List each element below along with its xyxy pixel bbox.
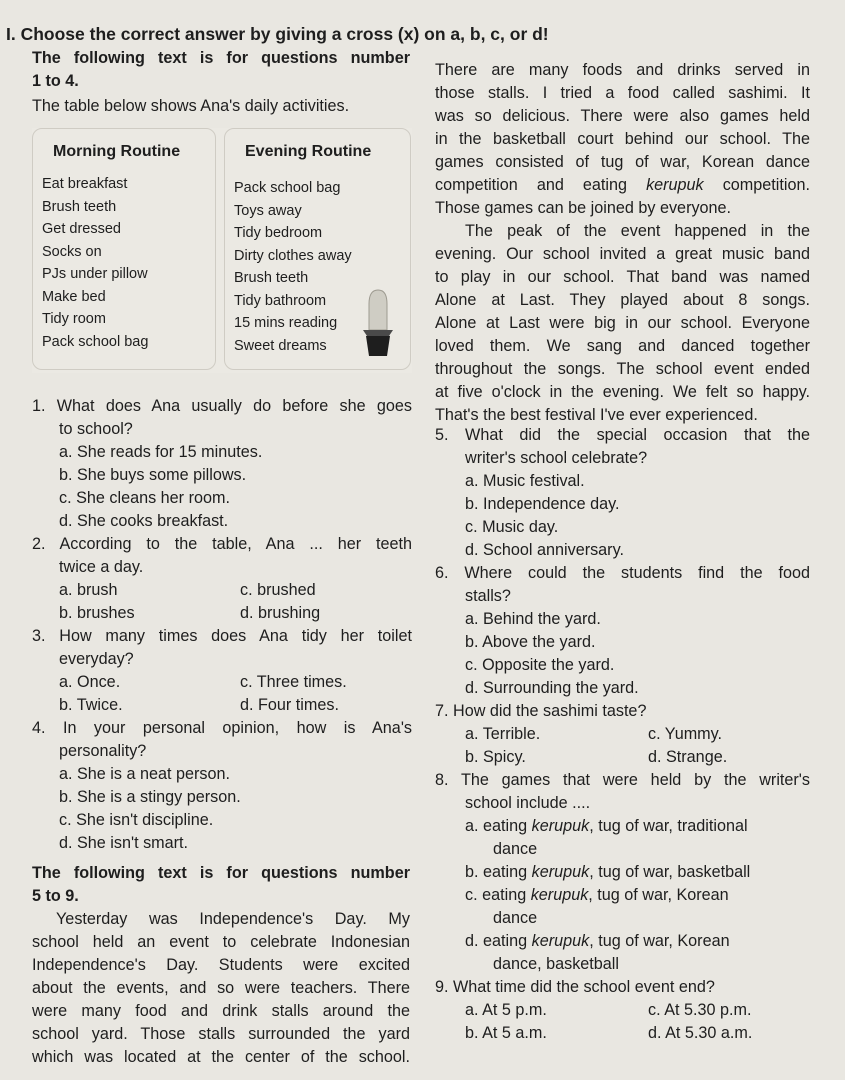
option[interactable]: a. Terrible. bbox=[465, 725, 541, 743]
table-row: Dirty clothes away bbox=[234, 247, 352, 264]
story-line: games consisted of tug of war, Korean dance bbox=[435, 153, 810, 171]
intro-line: The following text is for questions number bbox=[32, 49, 410, 67]
left-column bbox=[32, 47, 410, 118]
table-row: Eat breakfast bbox=[42, 176, 128, 192]
option[interactable]: b. At 5 a.m. bbox=[465, 1024, 547, 1042]
option-row bbox=[32, 579, 412, 602]
story-line: Independence's Day. Students were excited bbox=[32, 956, 410, 974]
story-line: school yard. Those stalls surrounded the yard bbox=[32, 1025, 410, 1043]
question-6-cont: stalls? bbox=[465, 587, 511, 605]
option[interactable]: b. Above the yard. bbox=[465, 633, 596, 651]
option[interactable]: c. Yummy. bbox=[648, 725, 723, 743]
question-6: 6. Where could the students find the food bbox=[435, 564, 810, 582]
table-row: PJs under pillow bbox=[42, 266, 148, 282]
option[interactable]: b. brushes bbox=[59, 604, 135, 622]
table-row: Get dressed bbox=[42, 221, 121, 237]
option-row bbox=[32, 602, 412, 625]
question-4-cont: personality? bbox=[59, 742, 147, 760]
option-italic: kerupuk bbox=[531, 817, 590, 835]
story-text: competition. bbox=[703, 176, 810, 194]
option[interactable]: d. She isn't smart. bbox=[59, 834, 189, 852]
story-italic-word: kerupuk bbox=[646, 176, 704, 194]
question-5-cont: writer's school celebrate? bbox=[465, 449, 648, 467]
option[interactable]: d. Surrounding the yard. bbox=[465, 679, 639, 697]
story-line: Alone at Last were big in our school. Everyone bbox=[435, 314, 810, 332]
option-cont: dance bbox=[493, 840, 538, 858]
table-row: 15 mins reading bbox=[234, 315, 338, 331]
option[interactable]: b. Twice. bbox=[59, 696, 123, 714]
story-line: school held an event to celebrate Indonesian bbox=[32, 933, 410, 951]
option-text: , tug of war, Korean bbox=[588, 886, 729, 904]
story-line: Alone at Last. They played about 8 songs. bbox=[435, 291, 810, 309]
question-1: 1. What does Ana usually do before she goes bbox=[32, 397, 412, 415]
question-3: 3. How many times does Ana tidy her toilet bbox=[32, 627, 412, 645]
morning-routine-box bbox=[32, 128, 216, 370]
story-line: That's the best festival I've ever experienced. bbox=[435, 406, 758, 424]
option-italic: kerupuk bbox=[531, 863, 590, 881]
option[interactable]: b. She buys some pillows. bbox=[59, 466, 247, 484]
option-text: a. eating bbox=[465, 817, 532, 835]
option[interactable]: d. At 5.30 a.m. bbox=[648, 1024, 753, 1042]
option[interactable]: a. She reads for 15 minutes. bbox=[59, 443, 263, 461]
option-italic: kerupuk bbox=[530, 886, 589, 904]
intro2-line: The following text is for questions number bbox=[32, 864, 410, 882]
option[interactable] bbox=[435, 815, 810, 838]
question-1-cont: to school? bbox=[59, 420, 133, 438]
story-line: evening. Our school invited a great music band bbox=[435, 245, 810, 263]
evening-routine-title: Evening Routine bbox=[245, 143, 372, 160]
story-line: to play in our school. That band was named bbox=[435, 268, 810, 286]
option-text: , tug of war, basketball bbox=[589, 863, 751, 881]
option[interactable]: a. She is a neat person. bbox=[59, 765, 230, 783]
option-row bbox=[435, 723, 810, 746]
option[interactable]: d. brushing bbox=[240, 604, 321, 622]
option[interactable]: c. She cleans her room. bbox=[59, 489, 230, 507]
option-text: b. eating bbox=[465, 863, 532, 881]
table-row: Tidy room bbox=[42, 311, 106, 327]
option-row bbox=[435, 999, 810, 1022]
question-4: 4. In your personal opinion, how is Ana's bbox=[32, 719, 412, 737]
story-line: in the basketball court behind our school. The bbox=[435, 130, 810, 148]
table-row: Pack school bag bbox=[42, 333, 149, 350]
option-text: , tug of war, traditional bbox=[589, 817, 748, 835]
option[interactable]: a. brush bbox=[59, 581, 118, 599]
option-text: c. eating bbox=[465, 886, 531, 904]
question-9: 9. What time did the school event end? bbox=[435, 978, 715, 996]
option-cont: dance, basketball bbox=[493, 955, 619, 973]
option-row bbox=[435, 746, 810, 769]
option[interactable] bbox=[435, 861, 810, 884]
story-line: Yesterday was Independence's Day. My bbox=[56, 910, 410, 928]
table-row: Tidy bathroom bbox=[234, 292, 327, 309]
table-row: Tidy bedroom bbox=[234, 225, 323, 241]
option-text: d. eating bbox=[465, 932, 532, 950]
questions-5-9 bbox=[435, 424, 810, 1045]
table-row: Brush teeth bbox=[42, 198, 117, 215]
story-line bbox=[435, 174, 810, 197]
story-line: loved them. We sang and danced together bbox=[435, 337, 810, 355]
story-line: about the events, and so were teachers. There bbox=[32, 979, 410, 997]
section-instruction: I. Choose the correct answer by giving a cross (x) on a, b, c, or d! bbox=[6, 24, 549, 44]
question-5: 5. What did the special occasion that the bbox=[435, 426, 810, 444]
morning-routine-title: Morning Routine bbox=[53, 143, 181, 160]
option[interactable]: b. Spicy. bbox=[465, 748, 526, 766]
story-line: Those games can be joined by everyone. bbox=[435, 199, 732, 217]
option-italic: kerupuk bbox=[531, 932, 590, 950]
morning-routine-list bbox=[42, 173, 148, 353]
option[interactable]: d. School anniversary. bbox=[465, 541, 624, 559]
reading-text-right bbox=[435, 59, 810, 427]
option[interactable]: d. Four times. bbox=[240, 696, 339, 714]
question-8: 8. The games that were held by the writer's bbox=[435, 771, 810, 789]
intro-line: The table below shows Ana's daily activities. bbox=[32, 97, 350, 115]
story-text: competition and eating bbox=[435, 176, 647, 194]
story-line: There are many foods and drinks served in bbox=[435, 61, 810, 79]
questions-1-4 bbox=[32, 395, 412, 855]
option[interactable]: c. She isn't discipline. bbox=[59, 811, 214, 829]
option[interactable]: d. She cooks breakfast. bbox=[59, 512, 229, 530]
reading-text-left bbox=[32, 862, 410, 1069]
option[interactable]: b. Independence day. bbox=[465, 495, 620, 513]
story-line: The peak of the event happened in the bbox=[465, 222, 810, 240]
story-line: which was located at the center of the school. bbox=[32, 1048, 410, 1066]
story-line: at five o'clock in the evening. We felt so happy. bbox=[435, 383, 810, 401]
table-row: Sweet dreams bbox=[234, 337, 327, 354]
table-row: Socks on bbox=[42, 243, 102, 260]
option[interactable]: c. brushed bbox=[240, 581, 316, 599]
evening-routine-list bbox=[234, 177, 352, 357]
option[interactable]: a. Behind the yard. bbox=[465, 610, 601, 628]
table-row: Toys away bbox=[234, 202, 302, 219]
story-line: those stalls. I tried a food called sashimi. It bbox=[435, 84, 810, 102]
option-text: , tug of war, Korean bbox=[589, 932, 730, 950]
option[interactable] bbox=[435, 930, 810, 953]
option[interactable]: c. Music day. bbox=[465, 518, 559, 536]
intro2-line: 5 to 9. bbox=[32, 887, 79, 905]
option[interactable]: c. At 5.30 p.m. bbox=[648, 1001, 752, 1019]
option[interactable]: c. Three times. bbox=[240, 673, 347, 691]
story-line: was so delicious. There were also games held bbox=[435, 107, 810, 125]
option-row bbox=[32, 671, 412, 694]
question-7: 7. How did the sashimi taste? bbox=[435, 702, 647, 720]
option[interactable]: a. Music festival. bbox=[465, 472, 585, 490]
table-row: Make bed bbox=[42, 288, 106, 305]
question-8-cont: school include .... bbox=[465, 794, 591, 812]
option[interactable]: c. Opposite the yard. bbox=[465, 656, 615, 674]
table-row: Pack school bag bbox=[234, 180, 341, 196]
option[interactable]: a. Once. bbox=[59, 673, 121, 691]
question-2-cont: twice a day. bbox=[59, 558, 144, 576]
question-3-cont: everyday? bbox=[59, 650, 134, 668]
option-row bbox=[32, 694, 412, 717]
intro-line: 1 to 4. bbox=[32, 72, 79, 90]
story-line: were many food and drink stalls around the bbox=[32, 1002, 410, 1020]
option[interactable]: d. Strange. bbox=[648, 748, 728, 766]
table-row: Brush teeth bbox=[234, 270, 309, 286]
option[interactable]: a. At 5 p.m. bbox=[465, 1001, 547, 1019]
routine-table bbox=[32, 128, 412, 373]
option[interactable]: b. She is a stingy person. bbox=[59, 788, 241, 806]
option-row bbox=[435, 1022, 810, 1045]
cactus-pot-icon bbox=[360, 286, 396, 358]
question-2: 2. According to the table, Ana ... her teeth bbox=[32, 535, 412, 553]
option-cont: dance bbox=[493, 909, 538, 927]
story-line: throughout the songs. The school event ended bbox=[435, 360, 810, 378]
option[interactable] bbox=[435, 884, 810, 907]
